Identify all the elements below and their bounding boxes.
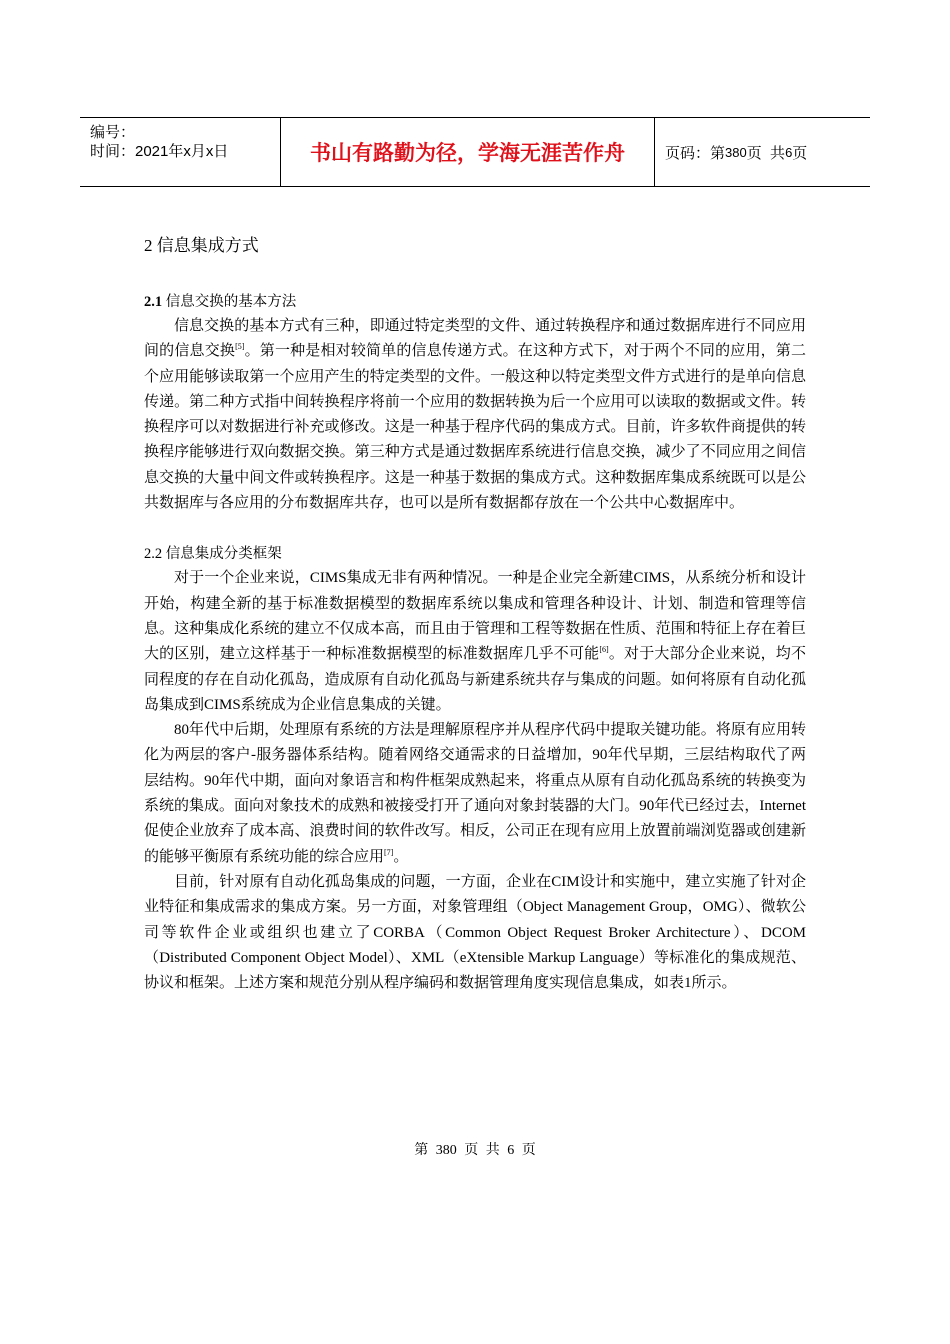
page-number: 380 <box>725 144 747 160</box>
section-title: 2 信息集成方式 <box>144 236 259 255</box>
paragraph-2-1-text-a: 信息交换的基本方式有三种，即通过特定类型的文件、通过转换程序和通过数据库进行不同应用间的信息交换 <box>144 318 806 360</box>
paragraph-2-2-b <box>144 718 806 870</box>
document-header <box>80 117 870 187</box>
motto: 书山有路勤为径，学海无涯苦作舟 <box>281 118 655 186</box>
page-suffix: 页 <box>792 144 808 162</box>
citation-7: [7] <box>384 847 394 857</box>
subsection-2-1-number: 2.1 <box>144 294 163 310</box>
subsection-2-1-title <box>144 290 806 314</box>
paragraph-2-1-text-b: 。第一种是相对较简单的信息传递方式。在这种方式下，对于两个不同的应用，第二个应用能够读取第一个应用产生的特定类型的文件。一般这种以特定类型文件方式进行的是单向信息传递。第二种方式指中间转换程序将前一个应用的数据转换为后一个应用可以读取的数据或文件。转换程序可以对数据进行补充或修改。这是一种基于程序代码的集成方式。目前，许多软件商提供的转换程序能够进行双向数据交换。第三种方式是通过数据库系统进行信息交换，减少了不同应用之间信息交换的大量中间文件或转换程序。这是一种基于数据的集成方式。这种数据库集成系统既可以是公共数据库与各应用的分布数据库共存，也可以是所有数据都存放在一个公共中心数据库中。 <box>144 343 806 512</box>
time-label: 时间：2021年x月x日 <box>90 143 229 160</box>
serial-label: 编号： <box>90 124 136 141</box>
page-footer: 第 380 页 共 6 页 <box>414 1143 536 1158</box>
paragraph-2-2-b-text-b: 。 <box>393 848 409 865</box>
paragraph-2-2-c: 目前，针对原有自动化孤岛集成的问题，一方面，企业在CIM设计和实施中，建立实施了针对企业特征和集成需求的集成方案。另一方面，对象管理组（Object Management Group，OMG）、微软公司等软件企业或组织也建立了CORBA（Common Object Request Broker Architecture）、DCOM（Distributed Component Object Model）、XML（eXtensible Markup Language）等标准化的集成规范、协议和框架。上述方案和规范分别从程序编码和数据管理角度实现信息集成，如表1所示。 <box>144 873 806 992</box>
page-prefix: 页码：第 <box>665 144 726 162</box>
subsection-2-1-label: 信息交换的基本方法 <box>165 294 297 310</box>
page-total: 6 <box>785 144 793 160</box>
citation-6: [6] <box>599 645 609 655</box>
citation-5: [5] <box>235 342 245 352</box>
subsection-2-2-title: 2.2 信息集成分类框架 <box>144 546 282 563</box>
paragraph-2-2-b-text-a: 80年代中后期，处理原有系统的方法是理解原程序并从程序代码中提取关键功能。将原有应用转化为两层的客户-服务器体系结构。随着网络交通需求的日益增加，90年代早期，三层结构取代了两层结构。90年代中期，面向对象语言和构件框架成熟起来，将重点从原有自动化孤岛系统的转换变为系统的集成。面向对象技术的成熟和被接受打开了通向对象封装器的大门。90年代已经过去，Internet促使企业放弃了成本高、浪费时间的软件改写。相反，公司正在现有应用上放置前端浏览器或创建新的能够平衡原有系统功能的综合应用 <box>144 722 806 865</box>
header-page-info <box>655 118 870 186</box>
paragraph-2-2-a-text-a: 对于一个企业来说，CIMS集成无非有两种情况。一种是企业完全新建CIMS，从系统分析和设计开始，构建全新的基于标准数据模型的数据库系统以集成和管理各种设计、计划、制造和管理等信息。这种集成化系统的建立不仅成本高，而且由于管理和工程等数据在性质、范围和特征上存在着巨大的区别，建立这样基于一种标准数据模型的标准数据库几乎不可能 <box>144 570 806 663</box>
paragraph-2-1 <box>144 314 806 516</box>
paragraph-2-2-a-text-b: 。对于大部分企业来说，均不同程度的存在自动化孤岛，造成原有自动化孤岛与新建系统共存与集成的问题。如何将原有自动化孤岛集成到CIMS系统成为企业信息集成的关键。 <box>144 646 806 713</box>
header-info-cell <box>80 118 281 186</box>
page-mid: 页 共 <box>746 144 786 162</box>
paragraph-2-2-a <box>144 566 806 718</box>
document-body <box>144 228 806 996</box>
